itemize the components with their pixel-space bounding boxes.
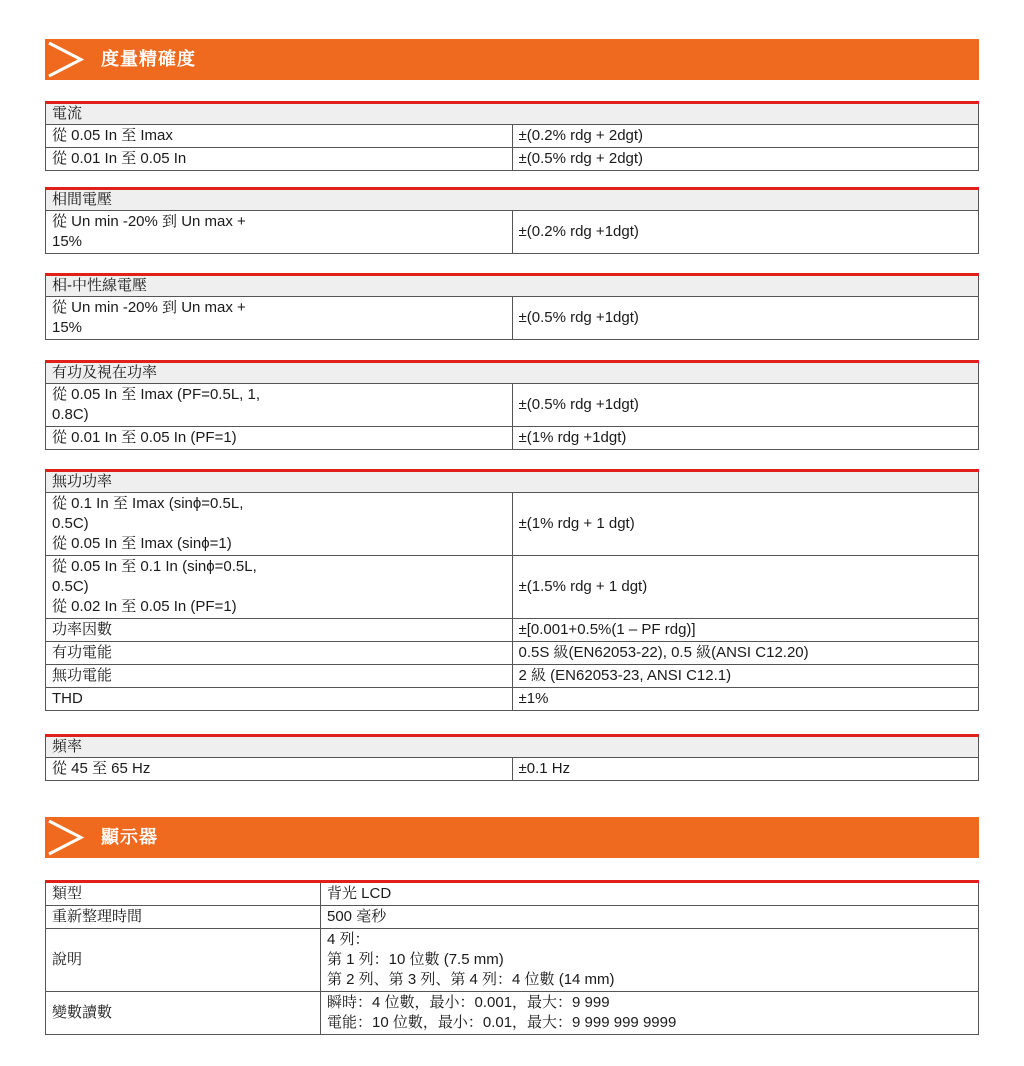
- active-power-table: [45, 360, 979, 450]
- phase-voltage-table: [45, 187, 979, 254]
- table-row: [46, 882, 979, 906]
- section-header-accuracy: [45, 39, 979, 80]
- row-label: 從 0.01 In 至 0.05 In: [46, 148, 513, 171]
- table-row: [46, 493, 979, 556]
- table-caption: 頻率: [46, 736, 979, 758]
- table-row: [46, 427, 979, 450]
- row-value: 2 級 (EN62053-23, ANSI C12.1): [512, 665, 979, 688]
- row-value: ±1%: [512, 688, 979, 711]
- chevron-right-icon: [45, 39, 89, 80]
- table-row: [46, 906, 979, 929]
- row-value: ±(1% rdg + 1 dgt): [512, 493, 979, 556]
- row-label: 變數讀數: [46, 992, 321, 1035]
- row-label: 從 0.05 In 至 Imax: [46, 125, 513, 148]
- row-value: ±(0.5% rdg + 2dgt): [512, 148, 979, 171]
- row-value: ±0.1 Hz: [512, 758, 979, 781]
- table-row: [46, 992, 979, 1035]
- row-label: 從 Un min -20% 到 Un max + 15%: [46, 297, 513, 340]
- row-label: 從 Un min -20% 到 Un max + 15%: [46, 211, 513, 254]
- row-value: ±[0.001+0.5%(1 – PF rdg)]: [512, 619, 979, 642]
- row-value: ±(0.2% rdg + 2dgt): [512, 125, 979, 148]
- row-value: ±(0.5% rdg +1dgt): [512, 384, 979, 427]
- table-row: [46, 384, 979, 427]
- row-value: ±(1.5% rdg + 1 dgt): [512, 556, 979, 619]
- row-label: 從 45 至 65 Hz: [46, 758, 513, 781]
- row-label: 從 0.1 In 至 Imax (sinϕ=0.5L, 0.5C) 從 0.05 In 至 Imax (sinϕ=1): [46, 493, 513, 556]
- row-label: 從 0.01 In 至 0.05 In (PF=1): [46, 427, 513, 450]
- row-label: 從 0.05 In 至 Imax (PF=0.5L, 1, 0.8C): [46, 384, 513, 427]
- neutral-voltage-table: [45, 273, 979, 340]
- current-table: [45, 101, 979, 171]
- row-label: 功率因數: [46, 619, 513, 642]
- section-header-display: [45, 817, 979, 858]
- row-label: 類型: [46, 882, 321, 906]
- table-row: [46, 665, 979, 688]
- section-title: 度量精確度: [101, 49, 196, 69]
- table-caption: 無功功率: [46, 471, 979, 493]
- table-row: [46, 556, 979, 619]
- table-caption: 有功及視在功率: [46, 362, 979, 384]
- display-table: [45, 880, 979, 1035]
- row-label: 無功電能: [46, 665, 513, 688]
- row-label: 從 0.05 In 至 0.1 In (sinϕ=0.5L, 0.5C) 從 0.02 In 至 0.05 In (PF=1): [46, 556, 513, 619]
- table-row: [46, 619, 979, 642]
- row-value: ±(0.2% rdg +1dgt): [512, 211, 979, 254]
- table-row: [46, 211, 979, 254]
- row-value: ±(1% rdg +1dgt): [512, 427, 979, 450]
- frequency-table: [45, 734, 979, 781]
- row-value: 0.5S 級(EN62053-22), 0.5 級(ANSI C12.20): [512, 642, 979, 665]
- row-label: 重新整理時間: [46, 906, 321, 929]
- table-row: [46, 688, 979, 711]
- table-caption: 相間電壓: [46, 189, 979, 211]
- row-label: THD: [46, 688, 513, 711]
- row-value: 背光 LCD: [321, 882, 979, 906]
- table-row: [46, 125, 979, 148]
- row-value: 瞬時：4 位數，最小：0.001，最大：9 999 電能：10 位數，最小：0.01，最大：9 999 999 9999: [321, 992, 979, 1035]
- chevron-right-icon: [45, 817, 89, 858]
- row-value: ±(0.5% rdg +1dgt): [512, 297, 979, 340]
- section-title: 顯示器: [101, 827, 158, 847]
- table-caption: 電流: [46, 103, 979, 125]
- row-value: 4 列： 第 1 列：10 位數 (7.5 mm) 第 2 列、第 3 列、第 4 列：4 位數 (14 mm): [321, 929, 979, 992]
- table-row: [46, 929, 979, 992]
- row-label: 有功電能: [46, 642, 513, 665]
- row-label: 說明: [46, 929, 321, 992]
- reactive-power-table: [45, 469, 979, 711]
- table-row: [46, 758, 979, 781]
- table-row: [46, 297, 979, 340]
- row-value: 500 毫秒: [321, 906, 979, 929]
- table-caption: 相-中性線電壓: [46, 275, 979, 297]
- table-row: [46, 642, 979, 665]
- table-row: [46, 148, 979, 171]
